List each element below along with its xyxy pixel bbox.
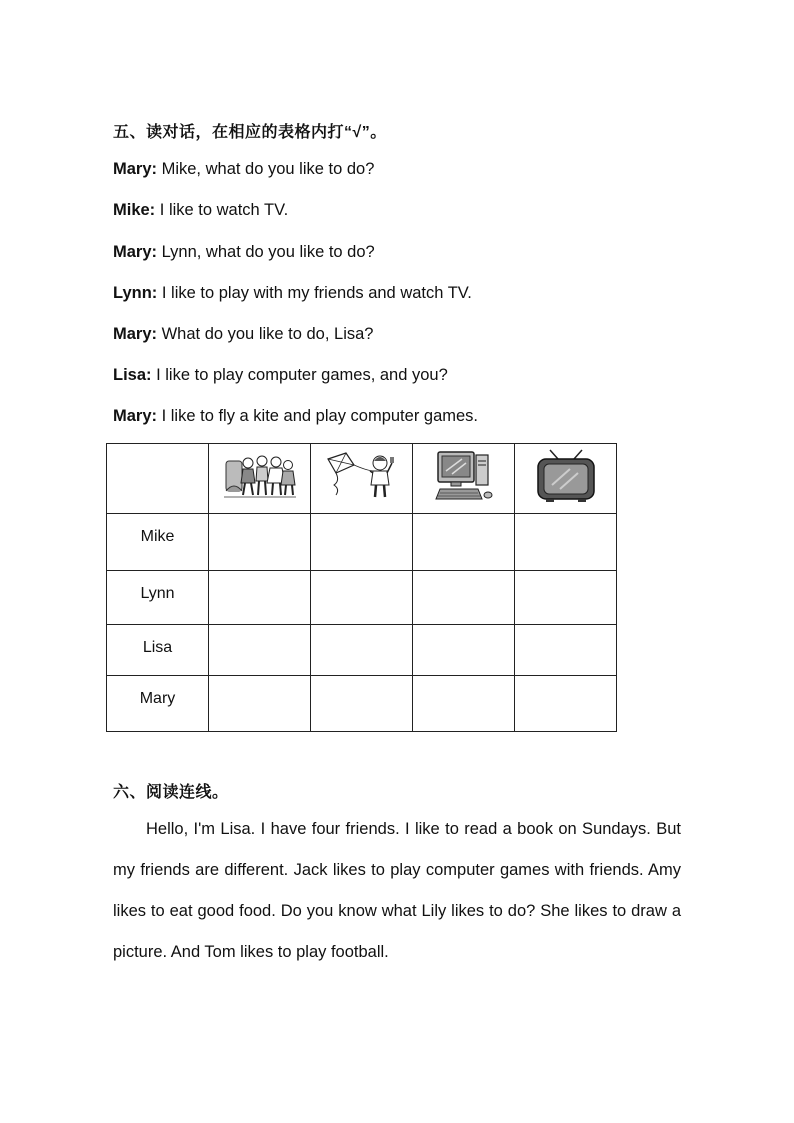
answer-cell[interactable] [515,571,617,625]
answer-cell[interactable] [209,571,311,625]
tv-icon [536,449,596,503]
answer-cell[interactable] [413,514,515,571]
row-name: Lisa [142,639,173,656]
header-cell-computer [413,444,515,514]
table-row [107,625,617,676]
row-name: Mary [139,690,176,707]
answer-cell[interactable] [515,676,617,732]
dialogue-line [113,325,373,344]
answer-cell[interactable] [311,571,413,625]
row-name-cell [107,514,209,571]
answer-cell[interactable] [311,676,413,732]
utterance: I like to play with my friends and watch TV. [157,284,472,302]
answer-cell[interactable] [515,625,617,676]
dialogue-line [113,407,478,426]
answer-cell[interactable] [311,514,413,571]
speaker: Lisa: [113,366,152,384]
answer-cell[interactable] [311,625,413,676]
answer-cell[interactable] [413,625,515,676]
reading-paragraph: Hello, I'm Lisa. I have four friends. I like to read a book on Sundays. But my friends are different. Jack likes to play computer games with friends. Amy likes to eat good food. Do you know what Lily likes to do? She likes to draw a picture. And Tom likes to play football. [113,820,681,961]
dialogue-line [113,284,472,303]
header-cell-tv [515,444,617,514]
dialogue-line [113,243,375,262]
friends-playing-icon [224,451,296,501]
activity-table [106,443,617,732]
utterance: I like to play computer games, and you? [151,366,448,384]
row-name-cell [107,625,209,676]
row-name-cell [107,571,209,625]
section5-title: 五、读对话，在相应的表格内打“√”。 [113,124,387,141]
speaker: Mary: [113,407,158,425]
answer-cell[interactable] [515,514,617,571]
speaker: Mary: [113,160,158,178]
speaker: Mary: [113,243,158,261]
answer-cell[interactable] [209,625,311,676]
utterance: I like to watch TV. [155,201,289,219]
utterance: Mike, what do you like to do? [157,160,375,178]
speaker: Lynn: [113,284,158,302]
answer-cell[interactable] [209,514,311,571]
section6-title: 六、阅读连线。 [113,784,229,801]
header-blank-cell [107,444,209,514]
table-row [107,571,617,625]
table-header-row [107,444,617,514]
utterance: What do you like to do, Lisa? [157,325,374,343]
answer-cell[interactable] [413,676,515,732]
header-cell-kite [311,444,413,514]
table-row [107,514,617,571]
row-name-cell [107,676,209,732]
utterance: I like to fly a kite and play computer games. [157,407,479,425]
dialogue-line [113,366,448,385]
row-name: Lynn [140,585,175,602]
table-row [107,676,617,732]
answer-cell[interactable] [209,676,311,732]
answer-cell[interactable] [413,571,515,625]
computer-icon [434,449,494,503]
dialogue-line [113,201,288,220]
dialogue-line [113,160,374,179]
speaker: Mary: [113,325,158,343]
row-name: Mike [140,528,175,545]
header-cell-friends [209,444,311,514]
utterance: Lynn, what do you like to do? [157,243,375,261]
speaker: Mike: [113,201,156,219]
kite-flying-icon [324,451,400,501]
